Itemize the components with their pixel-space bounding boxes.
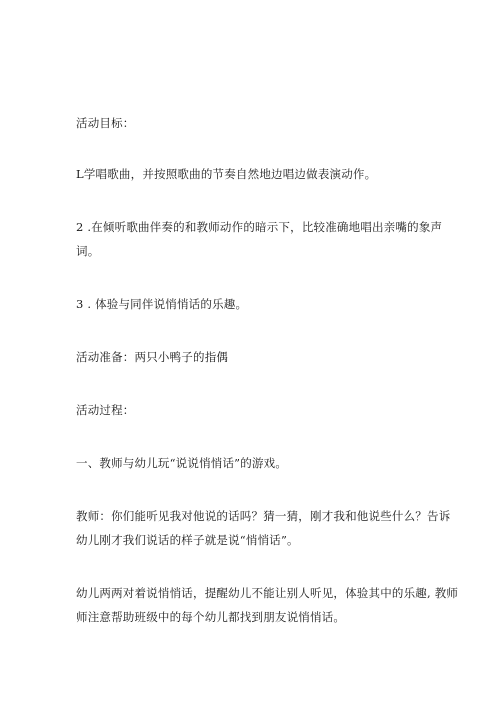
heading-activity-goals: 活动目标： (76, 116, 135, 130)
goal-item-3: 3 . 体验与同伴说悄悄话的乐趣。 (76, 297, 248, 311)
children-activity-line-1: 幼儿两两对着说悄悄话，提醒幼儿不能让别人听见，体验其中的乐趣, 教师 (76, 586, 459, 600)
goal-item-2-line-2: 词。 (76, 244, 100, 258)
activity-preparation: 活动准备：两只小鸭子的指偶 (76, 350, 229, 364)
teacher-dialogue-line-2: 幼儿刚才我们说话的样子就是说“悄悄话”。 (76, 533, 299, 547)
children-activity-line-2: 师注意帮助班级中的每个幼儿都找到朋友说悄悄话。 (76, 610, 346, 624)
goal-item-2-line-1: 2 .在倾听歌曲伴奏的和教师动作的暗示下，比较准确地唱出亲嘴的象声 (76, 220, 443, 234)
heading-activity-process: 活动过程： (76, 403, 135, 417)
teacher-dialogue-line-1: 教师：你们能听见我对他说的话吗？猜一猜，刚才我和他说些什么？告诉 (76, 509, 451, 523)
process-step-1: 一、教师与幼儿玩“说说悄悄话”的游戏。 (76, 456, 288, 470)
goal-item-1: L学唱歌曲，并按照歌曲的节奏自然地边唱边做表演动作。 (76, 167, 377, 181)
